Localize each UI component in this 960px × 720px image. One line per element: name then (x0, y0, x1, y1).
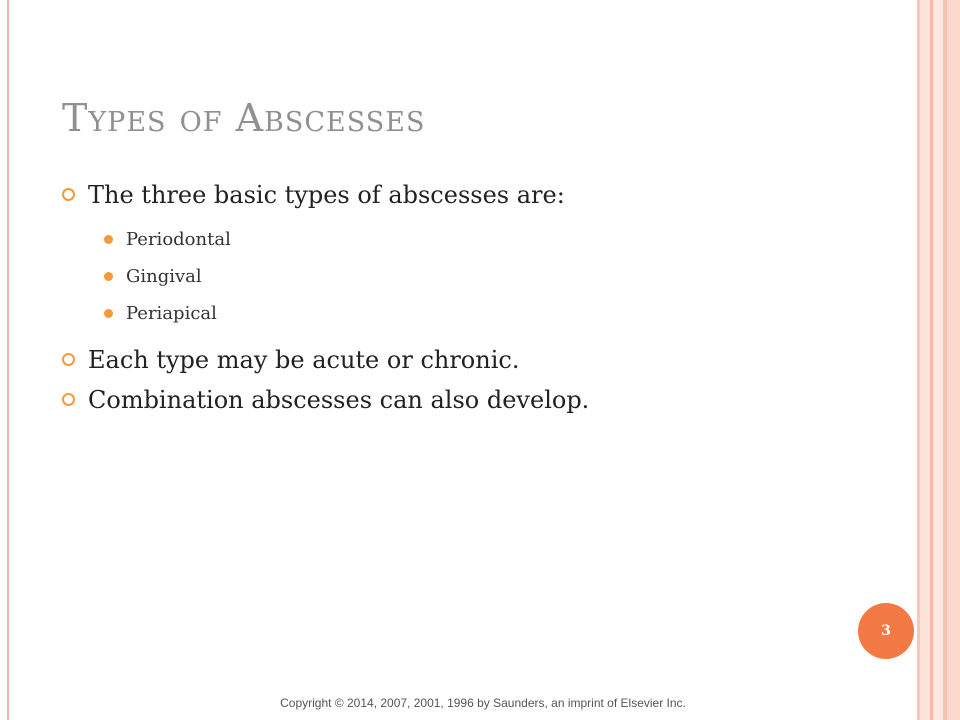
right-stripe (933, 0, 943, 720)
slide-title: Types of Abscesses (62, 96, 426, 140)
sub-bullet-item (62, 221, 902, 258)
sub-bullet-text: Periapical (126, 303, 217, 324)
dot-bullet-icon (104, 235, 113, 244)
dot-bullet-icon (104, 272, 113, 281)
bullet-item (62, 380, 902, 420)
ring-bullet-icon (62, 188, 75, 201)
bullet-text: Each type may be acute or chronic. (88, 346, 520, 374)
ring-bullet-icon (62, 353, 75, 366)
sub-bullet-item (62, 295, 902, 332)
left-border-rule (7, 0, 9, 720)
right-stripe (920, 0, 930, 720)
ring-bullet-icon (62, 393, 75, 406)
sub-bullet-item (62, 258, 902, 295)
bullet-text: Combination abscesses can also develop. (88, 386, 590, 414)
copyright-footer: Copyright © 2014, 2007, 2001, 1996 by Saunders, an imprint of Elsevier Inc. (280, 696, 686, 710)
dot-bullet-icon (104, 309, 113, 318)
right-stripe (947, 0, 960, 720)
bullet-item (62, 175, 902, 215)
sub-bullet-list (62, 221, 902, 332)
sub-bullet-text: Periodontal (126, 229, 231, 250)
bullet-item (62, 340, 902, 380)
bullet-list (62, 175, 902, 420)
page-number-badge: 3 (858, 603, 914, 659)
sub-bullet-text: Gingival (126, 266, 202, 287)
bullet-text: The three basic types of abscesses are: (88, 181, 565, 209)
